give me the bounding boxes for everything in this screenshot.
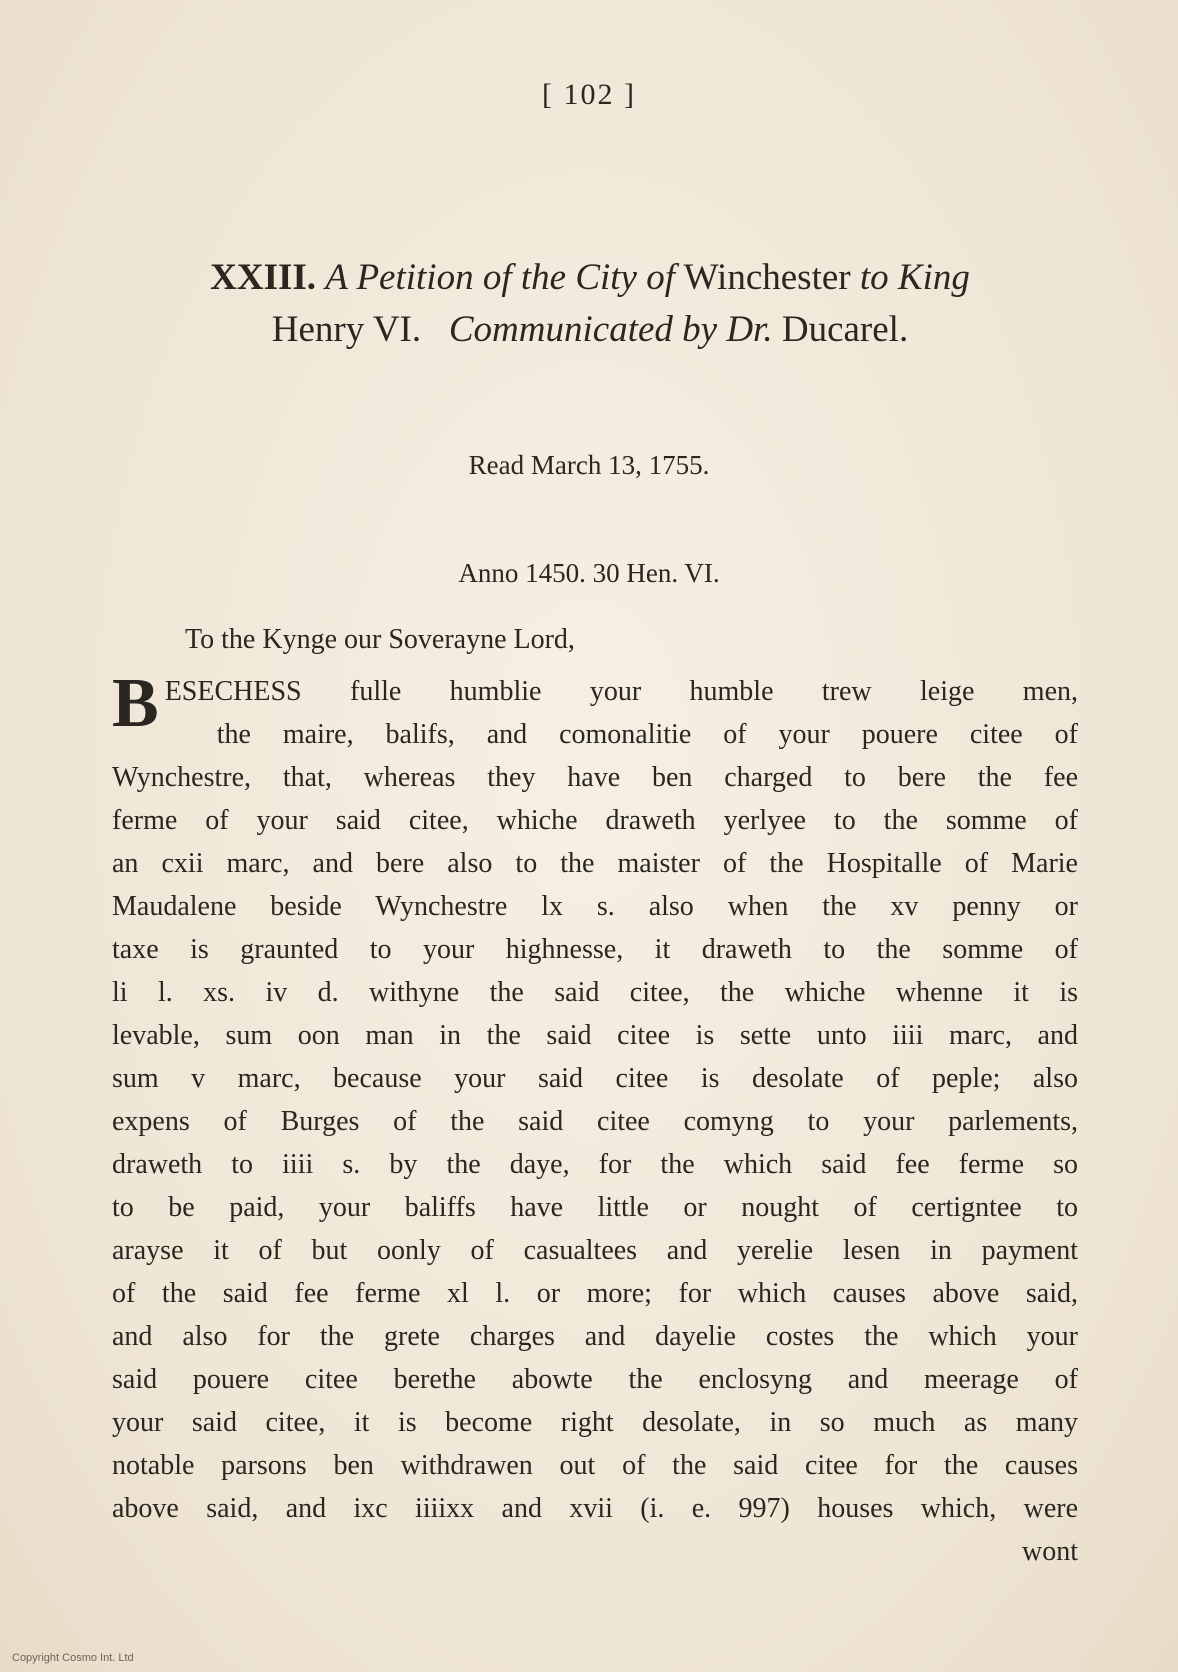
body-line: said pouere citee berethe abowte the enclosyng and meerage of — [112, 1364, 1078, 1395]
body-line: expens of Burges of the said citee comyng to your parlements, — [112, 1106, 1078, 1137]
anno-line: Anno 1450. 30 Hen. VI. — [458, 558, 720, 588]
body-line: sum v marc, because your said citee is desolate of peple; also — [112, 1063, 1078, 1094]
heading-italic-3: Communicated by — [448, 309, 718, 350]
body-line: taxe is graunted to your highnesse, it draweth to the somme of — [112, 934, 1078, 965]
body-line: ferme of your said citee, whiche draweth yerlyee to the somme of — [112, 805, 1078, 836]
body-line: arayse it of but oonly of casualtees and yerelie lesen in payment — [112, 1235, 1078, 1266]
body-line: of the said fee ferme xl l. or more; for which causes above said, — [112, 1278, 1078, 1309]
read-date: Read March 13, 1755. — [468, 450, 710, 480]
body-line: Wynchestre, that, whereas they have ben charged to bere the fee — [112, 762, 1078, 793]
heading-place: Winchester — [683, 257, 851, 298]
body-line: ESECHESS fulle humblie your humble trew leige men, — [164, 676, 1078, 707]
heading-name: Ducarel. — [781, 309, 909, 350]
body-line: levable, sum oon man in the said citee is sette unto iiii marc, and — [112, 1020, 1078, 1051]
body-line: above said, and ixc iiiixx and xvii (i. e. 997) houses which, were — [112, 1493, 1078, 1524]
copyright-watermark: Copyright Cosmo Int. Ltd — [12, 1652, 134, 1664]
petition-body — [112, 665, 1078, 1573]
article-number: XXIII. — [210, 257, 317, 298]
heading-italic-1: A Petition of the City of — [325, 257, 676, 298]
body-line: Maudalene beside Wynchestre lx s. also when the xv penny or — [112, 891, 1078, 922]
body-line: li l. xs. iv d. withyne the said citee, the whiche whenne it is — [112, 977, 1078, 1008]
salutation: To the Kynge our Soverayne Lord, — [185, 624, 575, 655]
body-line: draweth to iiii s. by the daye, for the which said fee ferme so — [112, 1149, 1078, 1180]
body-line: notable parsons ben withdrawen out of the said citee for the causes — [112, 1450, 1078, 1481]
heading-italic-2: to King — [859, 257, 970, 298]
body-line: the maire, balifs, and comonalitie of your pouere citee of — [216, 719, 1078, 750]
heading-dr: Dr. — [726, 309, 773, 350]
body-line: and also for the grete charges and dayelie costes the which your — [112, 1321, 1078, 1352]
page-number: [ 102 ] — [542, 78, 636, 111]
drop-cap: B — [112, 665, 159, 742]
body-line: to be paid, your baliffs have little or nought of certigntee to — [112, 1192, 1078, 1223]
article-heading — [100, 252, 1080, 356]
catchword: wont — [1022, 1536, 1078, 1567]
heading-king: Henry VI. — [271, 309, 422, 350]
body-line: an cxii marc, and bere also to the maister of the Hospitalle of Marie — [112, 848, 1078, 879]
body-line: your said citee, it is become right desolate, in so much as many — [112, 1407, 1078, 1438]
